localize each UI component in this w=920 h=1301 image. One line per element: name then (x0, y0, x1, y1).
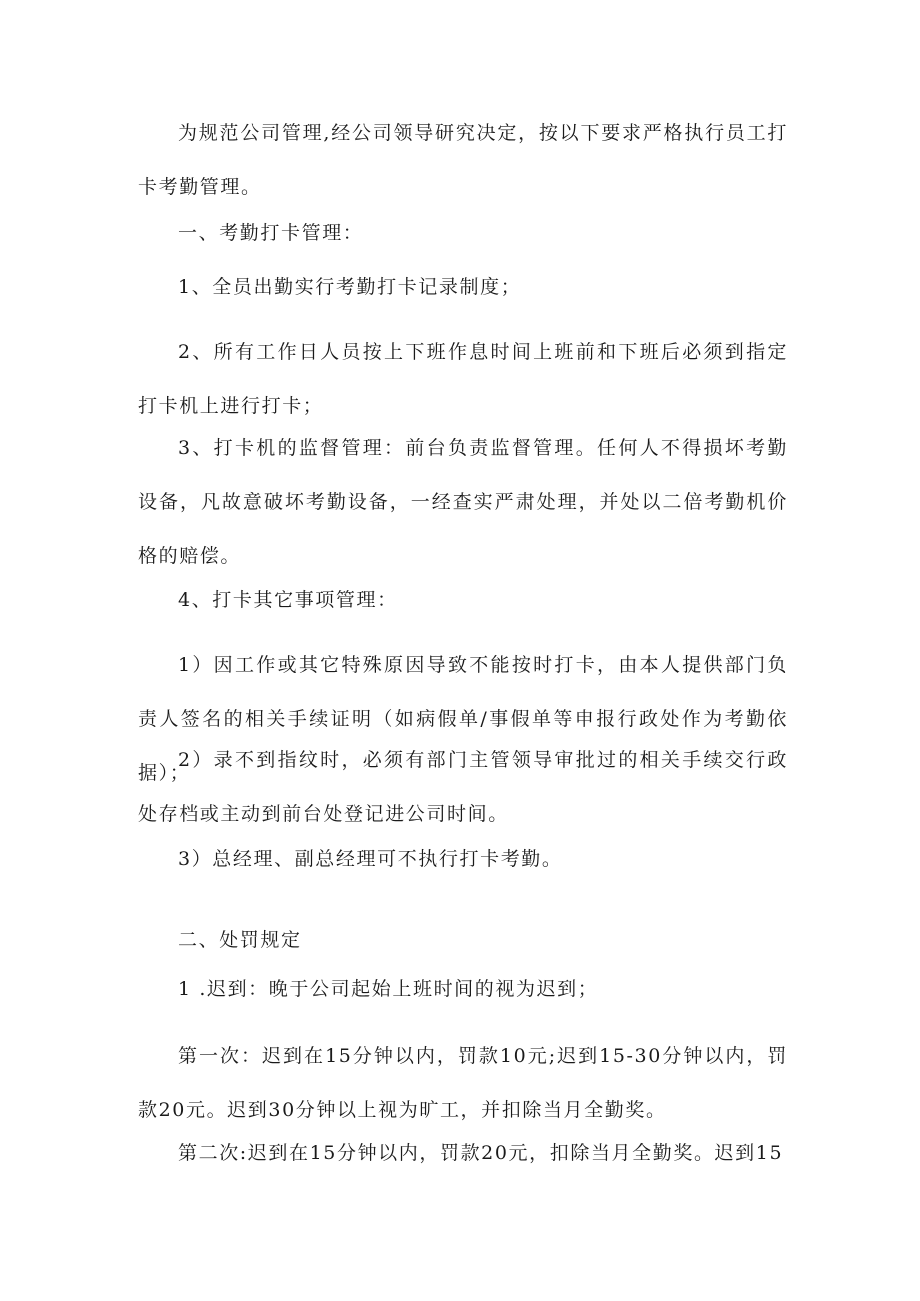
rule-item-1: 1、全员出勤实行考勤打卡记录制度； (178, 276, 522, 298)
penalty-second-offense: 第二次:迟到在15分钟以内，罚款20元，扣除当月全勤奖。迟到15 (178, 1142, 784, 1164)
penalty-first-offense: 第一次：迟到在15分钟以内，罚款10元;迟到15-30分钟以内，罚款20元。迟到30分钟以上视为旷工，并扣除当月全勤奖。 (138, 1045, 788, 1121)
sub-item-1: 1）因工作或其它特殊原因导致不能按时打卡，由本人提供部门负责人签名的相关手续证明（如病假单/事假单等申报行政处作为考勤依据）； (138, 654, 788, 784)
penalty-item-1: 1 .迟到：晚于公司起始上班时间的视为迟到； (178, 978, 599, 1000)
section-heading-penalty: 二、处罚规定 (178, 929, 302, 951)
intro-paragraph: 为规范公司管理,经公司领导研究决定，按以下要求严格执行员工打卡考勤管理。 (138, 122, 788, 198)
rule-item-2: 2、所有工作日人员按上下班作息时间上班前和下班后必须到指定打卡机上进行打卡； (138, 341, 788, 417)
rule-item-3: 3、打卡机的监督管理：前台负责监督管理。任何人不得损坏考勤设备，凡故意破坏考勤设备，一经查实严肃处理，并处以二倍考勤机价格的赔偿。 (138, 437, 788, 567)
rule-item-4: 4、打卡其它事项管理： (178, 589, 398, 611)
section-heading-attendance: 一、考勤打卡管理： (178, 222, 364, 244)
sub-item-3: 3）总经理、副总经理可不执行打卡考勤。 (178, 848, 563, 870)
sub-item-2: 2）录不到指纹时，必须有部门主管领导审批过的相关手续交行政处存档或主动到前台处登记进公司时间。 (138, 749, 788, 825)
